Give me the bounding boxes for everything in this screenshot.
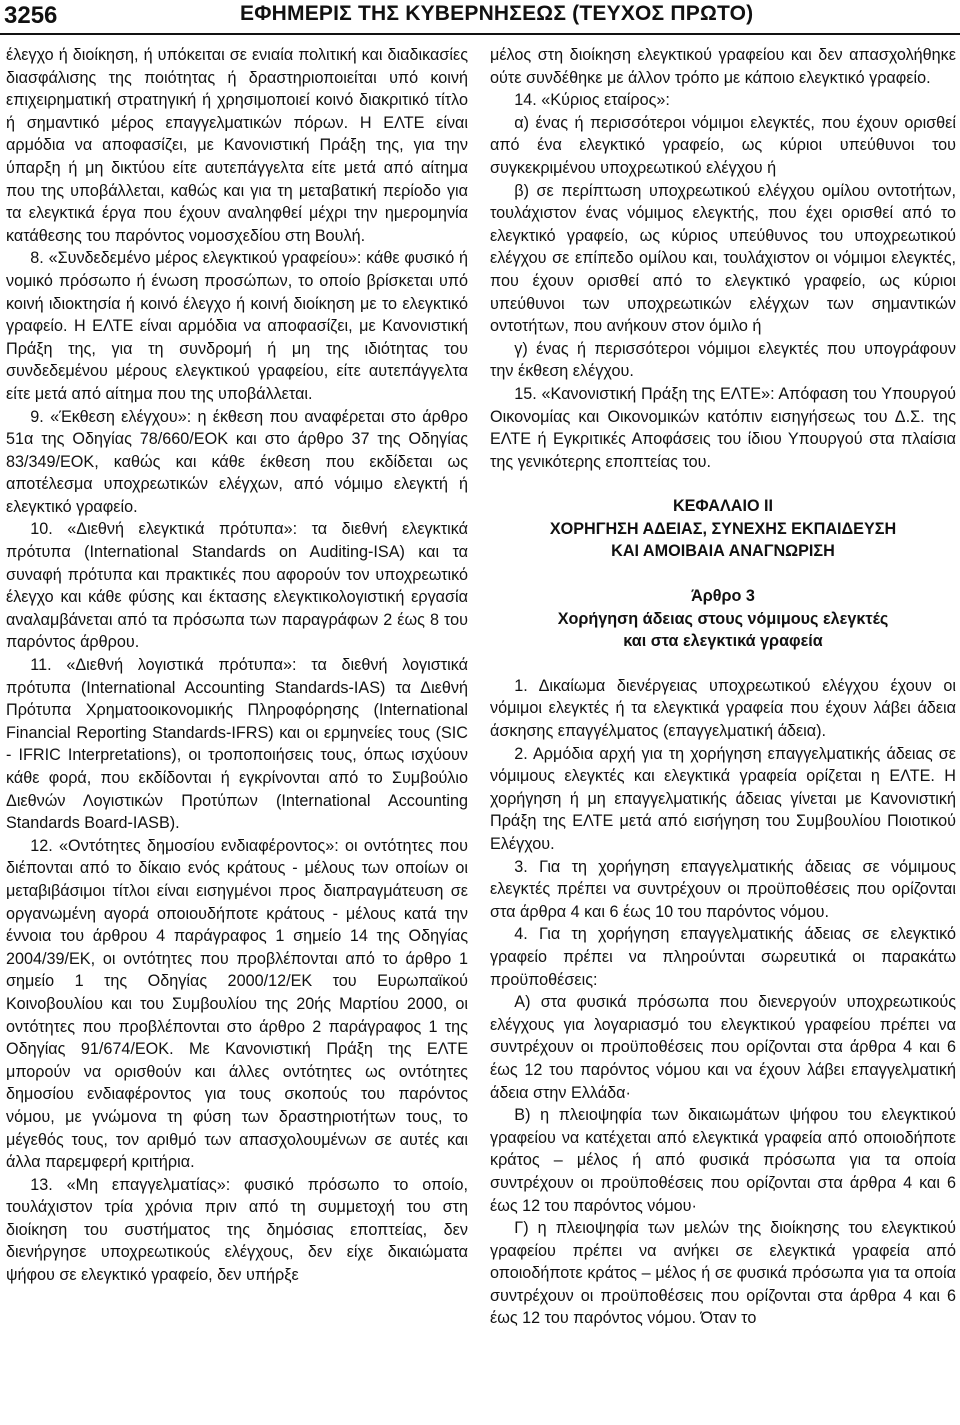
header-rule [0,33,960,35]
spacer [490,563,956,585]
article-paragraph-4-b: Β) η πλειοψηφία των δικαιωμάτων ψήφου του ελεγκτικού γραφείου να κατέχεται από ελεγκτικά γραφεία από οποιοδήποτε κράτος – μέλος ή από φυσικά πρόσωπα για τα οποία συντρέχουν οι προϋποθέσεις που ορίζονται στα άρθρα 4 και 6 έως 12 του παρόντος νόμου· [490,1106,956,1215]
left-column [6,44,468,1287]
definition-15: 15. «Κανονιστική Πράξη της ΕΛΤΕ»: Απόφαση του Υπουργού Οικονομίας και Οικονομικών κατόπιν εισηγήσεως του Δ.Σ. της ΕΛΤΕ ή Εγκριτικές Αποφάσεις του ίδιου Υπουργού στα πλαίσια της γενικότερης εποπτείας του. [490,384,956,471]
chapter-title-line-2: ΚΑΙ ΑΜΟΙΒΑΙΑ ΑΝΑΓΝΩΡΙΣΗ [611,542,835,561]
definition-10: 10. «Διεθνή ελεγκτικά πρότυπα»: τα διεθνή ελεγκτικά πρότυπα (International Standards on Auditing-ISA) και τα συναφή πρότυπα και πρακτικές που αφορούν τον υποχρεωτικό έλεγχο και κάθε φύσης και έκτασης ελεγκτικολογιστική εργασία αναλαμβάνεται από τα πρόσωπα των παραγράφων 2 έως 8 του παρόντος άρθρου. [6,520,468,652]
running-title: ΕΦΗΜΕΡΙΣ ΤΗΣ ΚΥΒΕΡΝΗΣΕΩΣ (ΤΕΥΧΟΣ ΠΡΩΤΟ) [240,2,754,25]
definition-8: 8. «Συνδεδεμένο μέρος ελεγκτικού γραφείου»: κάθε φυσικό ή νομικό πρόσωπο ή ένωση προσώπων, το οποίο βρίσκεται υπό κοινή ιδιοκτησία ή κοινό έλεγχο ή κοινή διοίκηση με το ελεγκτικό γραφείο. Η ΕΛΤΕ είναι αρμόδια να αποφασίζει, με Κανονιστική Πράξη της, για τη συνδρομή ή μη της ιδιότητας του συνδεδεμένου μέρους ελεγκτικού γραφείου, είτε αυτεπάγγελτα είτε μετά από αίτημα που της υποβάλλεται. [6,249,468,403]
article-paragraph-1: 1. Δικαίωμα διενέργειας υποχρεωτικού ελέγχου έχουν οι νόμιμοι ελεγκτές ή τα ελεγκτικά γραφεία που έχουν λάβει άδεια άσκησης επαγγέλματος (επαγγελματική άδεια). [490,676,956,741]
article-paragraph-3: 3. Για τη χορήγηση επαγγελματικής άδειας σε νόμιμους ελεγκτές πρέπει να συντρέχουν οι προϋποθέσεις που ορίζονται στα άρθρα 4 και 6 έως 10 του παρόντος νόμου. [490,857,956,921]
article-paragraph-4-a: Α) στα φυσικά πρόσωπα που διενεργούν υποχρεωτικούς ελέγχους για λογαριασμό του ελεγκτικού γραφείου πρέπει να συντρέχουν οι προϋποθέσεις που ορίζονται στα άρθρα 4 και 6 έως 12 του παρόντος νόμου και να έχουν λάβει επαγγελματική άδεια στην Ελλάδα· [490,993,956,1102]
page-number: 3256 [4,2,58,29]
article-title-line-2: και στα ελεγκτικά γραφεία [623,632,823,651]
definition-13-continuation: μέλος στη διοίκηση ελεγκτικού γραφείου και δεν απασχολήθηκε ούτε συνδέθηκε με άλλον τρόπο με κάποιο ελεγκτικό γραφείο. [490,46,956,87]
article-number: Άρθρο 3 [691,587,755,606]
article-paragraph-4: 4. Για τη χορήγηση επαγγελματικής άδειας σε ελεγκτικό γραφείο πρέπει να πληρούνται σωρευτικά οι παρακάτω προϋποθέσεις: [490,925,956,989]
spacer [490,653,956,675]
article-paragraph-2: 2. Αρμόδια αρχή για τη χορήγηση επαγγελματικής άδειας σε νόμιμους ελεγκτές και ελεγκτικά γραφεία ορίζεται η ΕΛΤΕ. Η χορήγηση ή μη επαγγελματικής άδειας γίνεται με Κανονιστική Πράξη της ΕΛΤΕ μετά από εισήγηση του Συμβουλίου Ποιοτικού Ελέγχου. [490,744,956,853]
definition-9: 9. «Έκθεση ελέγχου»: η έκθεση που αναφέρεται στο άρθρο 51α της Οδηγίας 78/660/ΕΟΚ και στο άρθρο 37 της Οδηγίας 83/349/ΕΟΚ, καθώς και κάθε έκθεση που εκδίδεται ως αποτέλεσμα υποχρεωτικών ελέγχων, από νόμιμο ελεγκτή ή ελεγκτικό γραφείο. [6,407,468,516]
paragraph-continuation: έλεγχο ή διοίκηση, ή υπόκειται σε ενιαία πολιτική και διαδικασίες διασφάλισης της ποιότητας ή δραστηριοποιείται υπό κοινή επιχειρηματική στρατηγική ή χρησιμοποιεί κοινό διακριτικό τίτλο ή σημαντικό μέρος επαγγελματικών πόρων. Η ΕΛΤΕ είναι αρμόδια να αποφασίζει, με Κανονιστική Πράξη της, για την ύπαρξη ή μη δικτύου είτε αυτεπάγγελτα είτε μετά από αίτημα που της υποβάλλεται, καθώς και για τη μεταβατική περίοδο για τα ελεγκτικά έργα που έχουν αναληφθεί μέχρι την ημερομηνία κατάθεσης του παρόντος νομοσχεδίου στη Βουλή. [6,46,468,245]
article-paragraph-4-c: Γ) η πλειοψηφία των μελών της διοίκησης του ελεγκτικού γραφείου πρέπει να ανήκει σε ελεγκτικά γραφεία από οποιοδήποτε κράτος – μέλος ή σε φυσικά πρόσωπα για τα οποία συντρέχουν οι προϋποθέσεις που ορίζονται στα άρθρα 4 και 6 έως 12 του παρόντος νόμου. Όταν το [490,1219,956,1328]
chapter-title-line-1: ΧΟΡΗΓΗΣΗ ΑΔΕΙΑΣ, ΣΥΝΕΧΗΣ ΕΚΠΑΙΔΕΥΣΗ [549,519,897,538]
chapter-number: ΚΕΦΑΛΑΙΟ ΙΙ [672,497,774,516]
definition-11: 11. «Διεθνή λογιστικά πρότυπα»: τα διεθνή λογιστικά πρότυπα (International Accounting Standards-IAS) τα Διεθνή Πρότυπα Χρηματοοικονομικής Πληροφόρησης (International Financial Reporting Standards-IFRS) και οι ερμηνείες τους (SIC - IFRIC Interpretations), οι τροποποιήσεις τους, όπως ισχύουν κάθε φορά, που εκδίδονται ή εγκρίνονται από το Συμβούλιο Διεθνών Λογιστικών Προτύπων (International Accounting Standards Board-IASB). [6,656,468,833]
right-column [490,44,956,1330]
definition-13: 13. «Μη επαγγελματίας»: φυσικό πρόσωπο το οποίο, τουλάχιστον τρία χρόνια πριν από τη συμμετοχή του στη διοίκηση του συστήματος της δημόσιας εποπτείας, δεν διενήργησε υποχρεωτικούς ελέγχους, δεν είχε δικαιώματα ψήφου σε ελεγκτικό γραφείο, δεν υπήρξε [6,1175,468,1285]
page-header [0,0,960,34]
definition-14-c: γ) ένας ή περισσότεροι νόμιμοι ελεγκτές που υπογράφουν την έκθεση ελέγχου. [490,339,956,381]
definition-14-b: β) σε περίπτωση υποχρεωτικού ελέγχου ομίλου οντοτήτων, τουλάχιστον ένας νόμιμος ελεγκτής, που έχει ορισθεί από το ελεγκτικό γραφείο, ως κύριος υπεύθυνος του υποχρεωτικού ελέγχου σε επίπεδο ομίλου και, τουλάχιστον οι νόμιμοι ελεγκτές, που έχουν ορισθεί από το ελεγκτικό γραφείο, ως κύριοι υπεύθυνοι των υποχρεωτικών ελέγχων των σημαντικών οντοτήτων, που ανήκουν στον όμιλο ή [490,181,956,336]
article-title-line-1: Χορήγηση άδειας στους νόμιμους ελεγκτές [557,609,889,628]
definition-14-a: α) ένας ή περισσότεροι νόμιμοι ελεγκτές, που έχουν ορισθεί από ένα ελεγκτικό γραφείο, ως κύριοι υπεύθυνοι του συγκεκριμένου υποχρεωτικού ελέγχου ή [490,113,956,177]
definition-14-intro: 14. «Κύριος εταίρος»: [514,91,670,110]
definition-12: 12. «Οντότητες δημοσίου ενδιαφέροντος»: οι οντότητες που διέπονται από το δίκαιο ενός κράτους - μέλους των οποίων οι μεταβιβάσιμοι τίτλοι είναι εισηγμένοι προς διαπραγμάτευση σε οργανωμένη αγορά οποιουδήποτε κράτους - μέλους κατά την έννοια του άρθρου 4 παράγραφος 1 σημείο 14 της Οδηγίας 2004/39/ΕΚ, οι οντότητες που προβλέπονται από το άρθρο 1 σημείο 1 της Οδηγίας 2000/12/ΕΚ του Ευρωπαϊκού Κοινοβουλίου και του Συμβουλίου της 20ής Μαρτίου 2000, οι οντότητες που προβλέπονται στο άρθρο 2 παράγραφος 1 της Οδηγίας 91/674/ΕΟΚ. Με Κανονιστική Πράξη της ΕΛΤΕ μπορούν να ορισθούν και άλλες οντότητες ως οντότητες δημοσίου ενδιαφέροντος για τους σκοπούς του παρόντος νόμου, με γνώμονα τη φύση των δραστηριοτήτων τους, το μέγεθός τους, τον αριθμό των απασχολουμένων σε αυτές και άλλα παρεμφερή κριτήρια. [6,836,468,1172]
